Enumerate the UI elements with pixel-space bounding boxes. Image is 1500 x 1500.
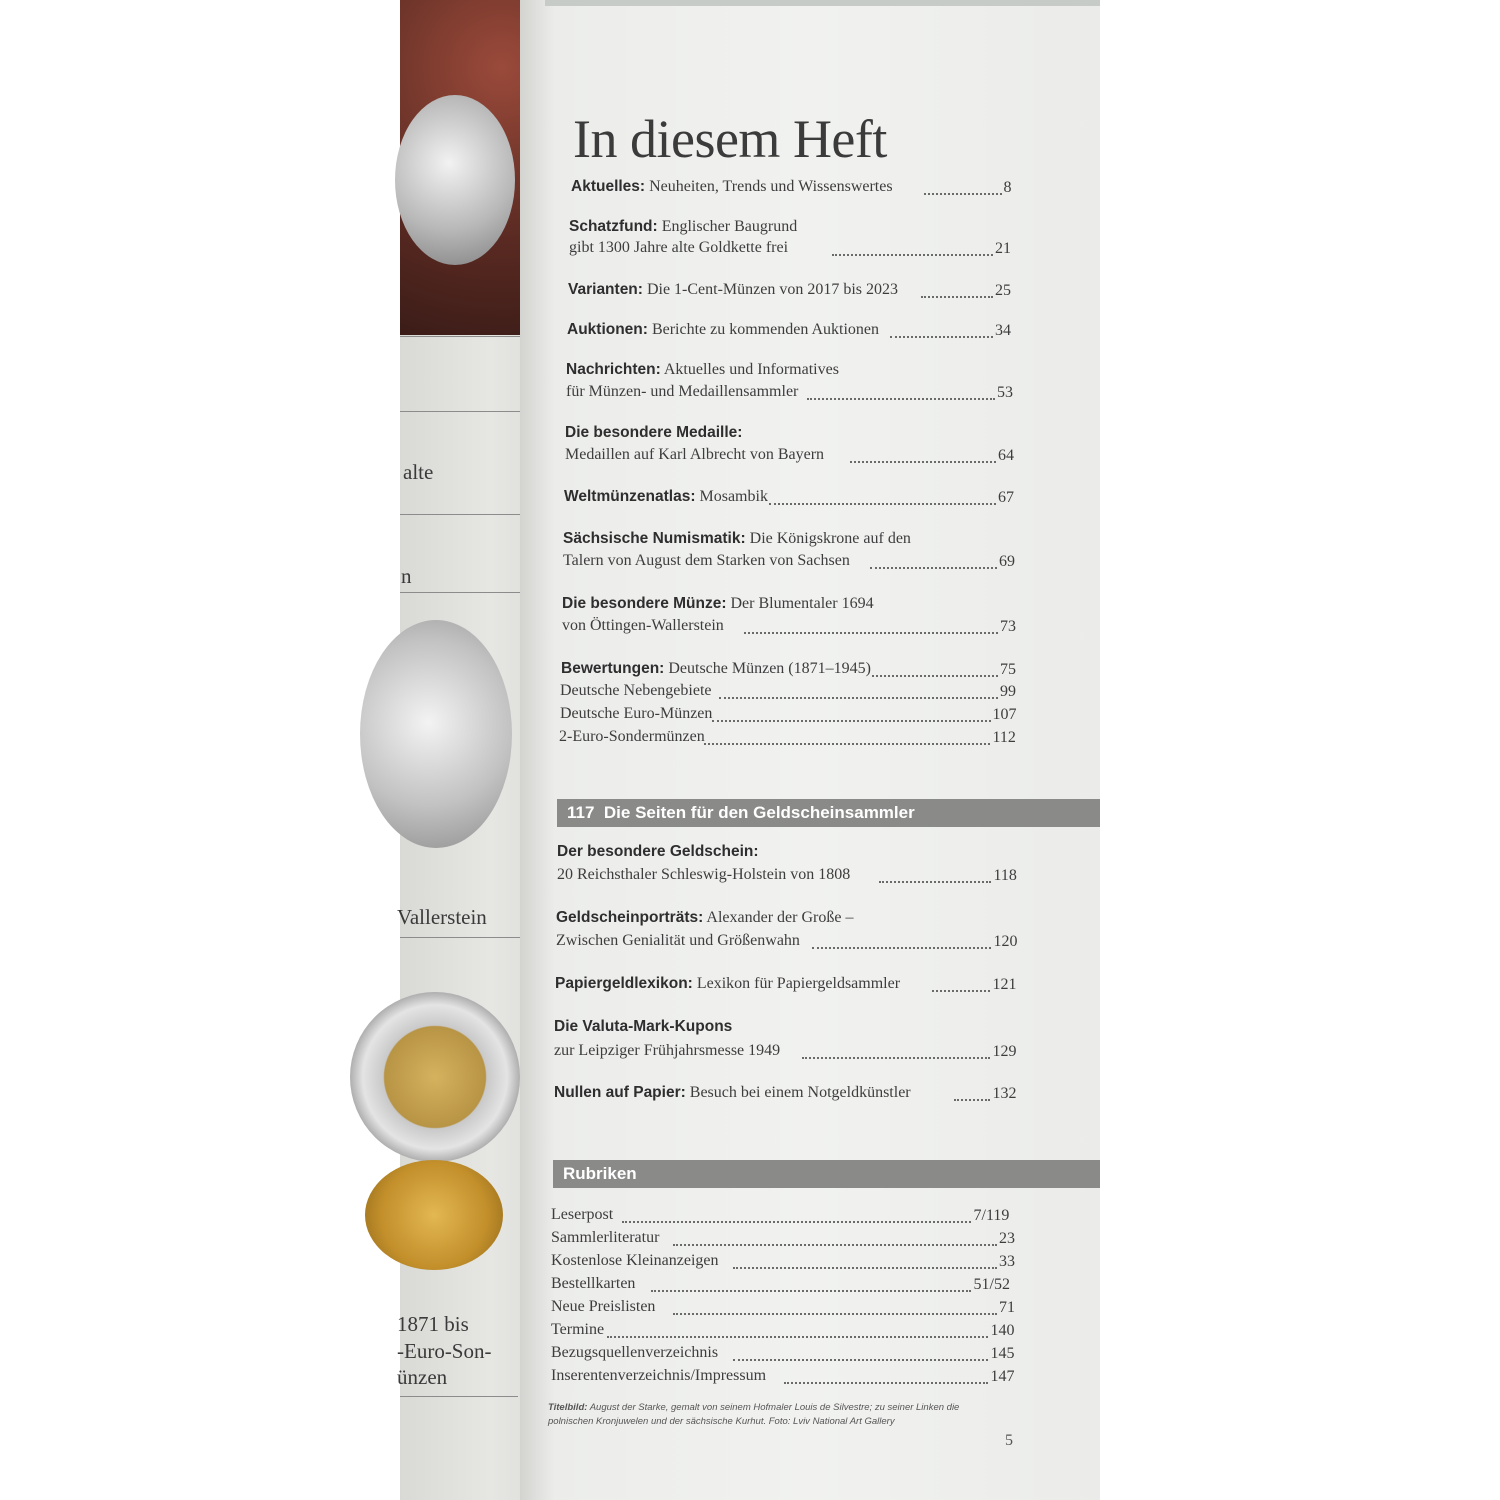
left-rule — [400, 514, 532, 515]
rubriken-item: Bezugsquellenverzeichnis — [551, 1344, 719, 1361]
toc-entry-line — [569, 239, 788, 257]
toc-page-number: 67 — [998, 489, 1014, 506]
toc-page-number: 99 — [1000, 683, 1016, 700]
toc-entry-text: Medaillen auf Karl Albrecht von Bayern — [565, 446, 825, 463]
toc-page-number: 75 — [1000, 661, 1016, 678]
toc-entry-text: Deutsche Euro-Münzen — [560, 705, 713, 722]
toc-entry-line — [565, 446, 824, 464]
toc-entry-text: Aktuelles und Informatives — [663, 361, 839, 378]
toc-entry-text: Zwischen Genialität und Größenwahn — [556, 932, 800, 949]
toc-page-number: 120 — [993, 933, 1018, 950]
toc-entry-text: Alexander der Große – — [706, 909, 854, 926]
toc-entry-line — [562, 595, 874, 613]
toc-entry-text: Englischer Baugrund — [661, 218, 798, 235]
rubriken-page-number: 51/52 — [973, 1276, 1010, 1293]
caption-label: Titelbild: — [548, 1402, 588, 1413]
section-heading: Die Seiten für den Geldscheinsammler — [603, 803, 915, 822]
toc-page-number: 73 — [1000, 618, 1016, 635]
rubriken-item: Bestellkarten — [551, 1275, 636, 1292]
toc-entry-line — [554, 1084, 911, 1102]
left-page-fragment: alte — [403, 460, 434, 484]
rubriken-item: Neue Preislisten — [551, 1298, 656, 1315]
toc-entry-label: Weltmünzenatlas: — [564, 488, 696, 505]
section-number: 117 — [567, 803, 595, 822]
leader-dots — [673, 1313, 997, 1315]
rubriken-item: Sammlerliteratur — [551, 1229, 660, 1246]
leader-dots — [812, 947, 992, 949]
rubriken-page-number: 145 — [990, 1345, 1015, 1362]
toc-entry-text: Talern von August dem Starken von Sachsen — [563, 552, 850, 569]
silver-coin-top — [395, 95, 515, 265]
leader-dots — [832, 254, 993, 256]
toc-entry-line — [554, 1018, 732, 1036]
toc-entry-text: zur Leipziger Frühjahrsmesse 1949 — [554, 1042, 781, 1059]
rubriken-page-number: 147 — [990, 1368, 1015, 1385]
left-rule — [400, 1396, 518, 1397]
toc-entry-label: Auktionen: — [567, 321, 648, 338]
toc-page-number: 53 — [997, 384, 1013, 401]
toc-entry-label: Bewertungen: — [561, 660, 665, 677]
leader-dots — [622, 1221, 972, 1223]
cover-caption-2 — [548, 1416, 895, 1427]
banknote-section-band — [557, 799, 1100, 827]
toc-entry-line — [562, 617, 724, 635]
leader-dots — [704, 743, 991, 745]
leader-dots — [850, 461, 996, 463]
leader-dots — [607, 1336, 989, 1338]
toc-entry-line — [555, 975, 900, 993]
toc-entry-text: Deutsche Münzen (1871–1945) — [668, 660, 871, 677]
left-page-fragment: n — [401, 564, 412, 588]
toc-page-number: 129 — [992, 1043, 1017, 1060]
toc-entry-label: Nullen auf Papier: — [554, 1084, 686, 1101]
leader-dots — [802, 1057, 990, 1059]
toc-entry-line — [564, 488, 768, 506]
rubriken-item: Inserentenverzeichnis/Impressum — [551, 1367, 767, 1384]
leader-dots — [954, 1099, 991, 1101]
silver-thaler-coin — [360, 620, 512, 848]
leader-dots — [769, 503, 996, 505]
toc-entry-label: Sächsische Numismatik: — [563, 530, 746, 547]
rubriken-page-number: 33 — [999, 1253, 1015, 1270]
leader-dots — [879, 881, 991, 883]
toc-entry-label: Papiergeldlexikon: — [555, 975, 693, 992]
toc-page-number: 112 — [992, 729, 1016, 746]
toc-entry-label: Die Valuta-Mark-Kupons — [554, 1018, 733, 1035]
toc-entry-text: gibt 1300 Jahre alte Goldkette frei — [569, 239, 789, 256]
toc-entry-line — [560, 682, 711, 700]
toc-entry-line — [557, 866, 850, 884]
page-top-edge — [545, 0, 1100, 6]
toc-entry-line — [568, 281, 898, 299]
left-rule — [400, 336, 532, 337]
toc-entry-line — [556, 932, 800, 950]
leader-dots — [872, 675, 998, 677]
left-rule — [400, 937, 523, 938]
toc-entry-text: Berichte zu kommenden Auktionen — [651, 321, 879, 338]
toc-entry-text: für Münzen- und Medaillensammler — [566, 383, 799, 400]
toc-entry-label: Nachrichten: — [566, 361, 661, 378]
left-page-fragment: Vallerstein — [397, 905, 487, 929]
toc-page-number: 25 — [995, 282, 1011, 299]
rubriken-page-number: 71 — [999, 1299, 1015, 1316]
toc-entry-text: 20 Reichsthaler Schleswig-Holstein von 1808 — [557, 866, 851, 883]
two-euro-coin — [350, 992, 520, 1162]
toc-entry-text: Mosambik — [699, 488, 768, 505]
toc-entry-line — [566, 383, 798, 401]
toc-page-number: 132 — [992, 1085, 1017, 1102]
toc-entry-line — [565, 424, 742, 442]
toc-entry-label: Geldscheinporträts: — [556, 909, 704, 926]
left-rule — [400, 592, 532, 593]
rubriken-item: Termine — [551, 1321, 605, 1338]
toc-entry-line — [571, 178, 893, 196]
toc-entry-text: Die Königskrone auf den — [749, 530, 911, 547]
rubriken-item: Leserpost — [551, 1206, 614, 1223]
toc-entry-line — [557, 843, 759, 861]
toc-entry-label: Aktuelles: — [571, 178, 646, 195]
caption-line-1: August der Starke, gemalt von seinem Hofmaler Louis de Silvestre; zu seiner Linken die — [589, 1402, 960, 1413]
toc-entry-text: Deutsche Nebengebiete — [560, 682, 712, 699]
toc-entry-line — [561, 660, 871, 678]
toc-page-number: 21 — [995, 240, 1011, 257]
toc-entry-text: 2-Euro-Sondermünzen — [559, 728, 705, 745]
leader-dots — [890, 336, 993, 338]
toc-entry-label: Die besondere Medaille: — [565, 424, 743, 441]
toc-entry-text: Der Blumentaler 1694 — [730, 595, 874, 612]
toc-entry-line — [563, 530, 911, 548]
leader-dots — [870, 567, 997, 569]
leader-dots — [924, 193, 1002, 195]
toc-entry-line — [566, 361, 839, 379]
toc-entry-line — [556, 909, 853, 927]
left-page-fragment: 1871 bis — [397, 1312, 469, 1336]
leader-dots — [807, 398, 995, 400]
left-page-fragment: -Euro-Son- — [397, 1339, 492, 1363]
leader-dots — [673, 1244, 997, 1246]
rubriken-page-number: 7/119 — [973, 1207, 1010, 1224]
toc-entry-label: Schatzfund: — [569, 218, 658, 235]
gold-mark-coin — [365, 1160, 503, 1270]
cover-caption — [548, 1402, 959, 1413]
toc-page-number: 107 — [992, 706, 1017, 723]
toc-entry-line — [554, 1042, 780, 1060]
leader-dots — [651, 1290, 971, 1292]
leader-dots — [744, 632, 998, 634]
rubriken-page-number: 140 — [990, 1322, 1015, 1339]
left-rule — [400, 411, 532, 412]
toc-page-number: 64 — [998, 447, 1014, 464]
toc-entry-text: Besuch bei einem Notgeldkünstler — [689, 1084, 911, 1101]
toc-page-number: 121 — [992, 976, 1017, 993]
toc-entry-line — [563, 552, 850, 570]
page-number: 5 — [1005, 1432, 1013, 1449]
toc-entry-text: Lexikon für Papiergeldsammler — [696, 975, 901, 992]
toc-entry-line — [567, 321, 879, 339]
rubriken-item: Kostenlose Kleinanzeigen — [551, 1252, 719, 1269]
toc-entry-line — [569, 218, 797, 236]
toc-page-number: 8 — [1003, 179, 1012, 196]
toc-entry-text: von Öttingen-Wallerstein — [562, 617, 724, 634]
leader-dots — [921, 296, 993, 298]
leader-dots — [733, 1267, 997, 1269]
leader-dots — [712, 720, 991, 722]
toc-entry-label: Die besondere Münze: — [562, 595, 727, 612]
leader-dots — [932, 990, 990, 992]
page-title: In diesem Heft — [573, 109, 887, 169]
toc-page-number: 34 — [995, 322, 1011, 339]
toc-page-number: 69 — [999, 553, 1015, 570]
left-page-fragment: ünzen — [397, 1365, 448, 1389]
rubriken-page-number: 23 — [999, 1230, 1015, 1247]
leader-dots — [784, 1382, 988, 1384]
toc-entry-line — [560, 705, 712, 723]
leader-dots — [733, 1359, 989, 1361]
toc-entry-label: Varianten: — [568, 281, 643, 298]
toc-entry-text: Neuheiten, Trends und Wissenswertes — [649, 178, 893, 195]
toc-entry-label: Der besondere Geldschein: — [557, 843, 759, 860]
leader-dots — [719, 697, 998, 699]
rubriken-heading: Rubriken — [563, 1164, 637, 1183]
toc-entry-line — [559, 728, 705, 746]
rubriken-band — [553, 1160, 1100, 1188]
caption-line-2: polnischen Kronjuwelen und der sächsische Kurhut. Foto: Lviv National Art Gallery — [548, 1416, 895, 1427]
toc-page-number: 118 — [993, 867, 1017, 884]
toc-entry-text: Die 1-Cent-Münzen von 2017 bis 2023 — [646, 281, 899, 298]
